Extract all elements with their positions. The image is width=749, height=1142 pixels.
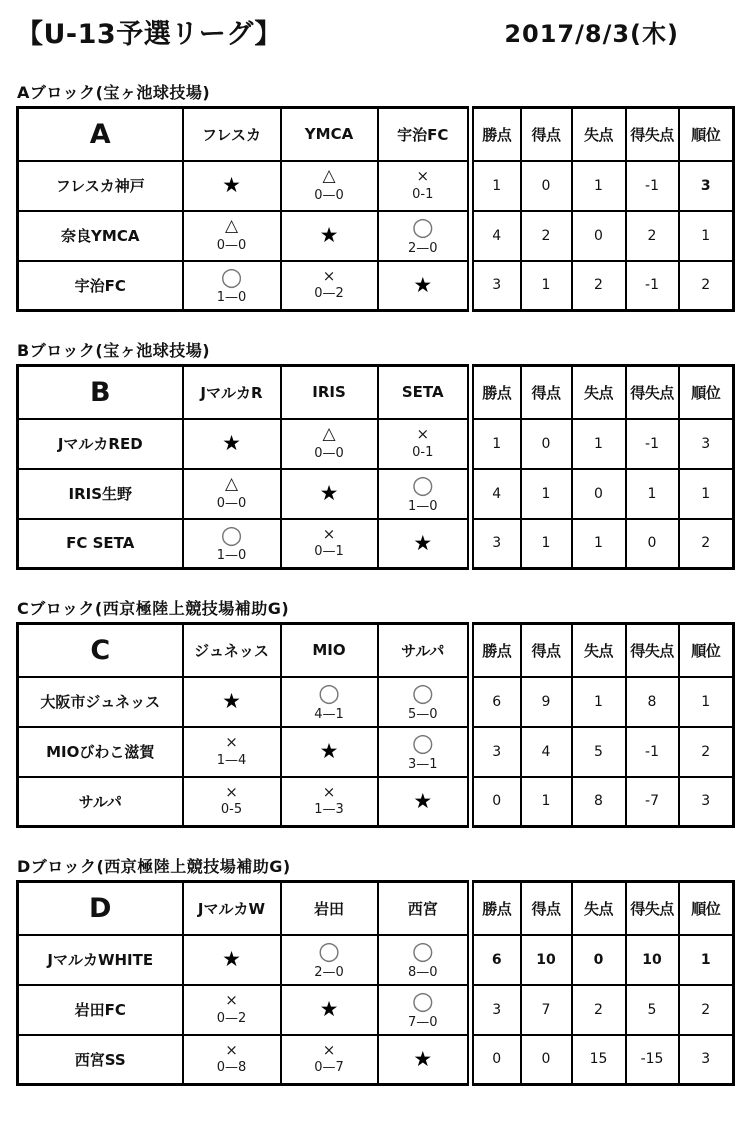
opponent-header: 西宮 (378, 882, 471, 935)
team-name: JマルカRED (18, 419, 183, 469)
stat-header-goal-diff: 得失点 (626, 624, 679, 677)
stat-goals-against: 1 (572, 419, 626, 469)
match-result-cell (183, 1035, 281, 1085)
match-score: 5—0 (407, 706, 438, 722)
draw-triangle-icon: △ (322, 423, 336, 444)
opponent-header: JマルカR (183, 366, 281, 419)
team-name: JマルカWHITE (18, 935, 183, 985)
loss-cross-icon: × (416, 424, 430, 443)
table-header-row (18, 108, 734, 161)
stat-header-points: 勝点 (471, 624, 521, 677)
loss-cross-icon: × (416, 166, 430, 185)
league-table-d (16, 880, 735, 1086)
block-label: Dブロック(西京極陸上競技場補助G) (17, 857, 291, 876)
loss-cross-icon: × (225, 732, 238, 751)
stat-header-goals-for: 得点 (521, 108, 572, 161)
match-result-cell (183, 777, 281, 827)
stat-goal-diff: -1 (626, 261, 679, 311)
match-result-cell (378, 161, 471, 211)
stat-rank: 2 (679, 727, 734, 777)
win-circle-icon: ○ (318, 935, 340, 965)
match-score: 0—7 (314, 1060, 344, 1076)
team-name: 宇治FC (18, 261, 183, 311)
stat-goal-diff: 10 (626, 935, 679, 985)
stat-rank: 3 (679, 419, 734, 469)
league-table-a (16, 106, 735, 312)
block-section-c (16, 596, 735, 828)
loss-cross-icon: × (322, 524, 336, 543)
opponent-header: ジュネッス (183, 624, 281, 677)
opponent-header: JマルカW (183, 882, 281, 935)
opponent-header: サルパ (378, 624, 471, 677)
opponent-header: 宇治FC (378, 108, 471, 161)
self-match-cell (281, 469, 378, 519)
table-row (18, 985, 734, 1035)
stat-goals-against: 0 (572, 935, 626, 985)
block-letter: B (18, 366, 183, 419)
league-table-b (16, 364, 735, 570)
win-circle-icon: ○ (411, 727, 434, 757)
table-row (18, 519, 734, 569)
self-match-cell (378, 1035, 471, 1085)
stat-goals-for: 1 (521, 261, 572, 311)
table-row (18, 419, 734, 469)
team-name: 岩田FC (18, 985, 183, 1035)
opponent-header: IRIS (281, 366, 378, 419)
table-header-row (18, 882, 734, 935)
table-row (18, 935, 734, 985)
self-match-cell (183, 935, 281, 985)
block-label: Bブロック(宝ヶ池球技場) (17, 341, 211, 360)
table-body (18, 419, 734, 569)
win-circle-icon: ○ (318, 677, 340, 707)
match-result-cell (183, 261, 281, 311)
match-result-cell (378, 677, 471, 727)
team-name: FC SETA (18, 519, 183, 569)
opponent-header: 岩田 (281, 882, 378, 935)
match-result-cell (281, 261, 378, 311)
stat-rank: 1 (679, 211, 734, 261)
opponent-header: MIO (281, 624, 378, 677)
self-star-icon: ★ (413, 1046, 433, 1071)
stat-points: 3 (471, 985, 521, 1035)
match-score: 2—0 (407, 240, 438, 256)
stat-header-goals-against: 失点 (572, 366, 626, 419)
match-score: 3—1 (407, 756, 438, 772)
stat-goals-for: 7 (521, 985, 572, 1035)
match-result-cell (281, 419, 378, 469)
stat-rank: 3 (679, 1035, 734, 1085)
stat-header-points: 勝点 (471, 366, 521, 419)
self-star-icon: ★ (222, 173, 241, 197)
match-result-cell (183, 727, 281, 777)
table-row (18, 1035, 734, 1085)
block-letter: C (18, 624, 183, 677)
stat-header-rank: 順位 (679, 882, 734, 935)
stat-rank: 1 (679, 469, 734, 519)
stat-rank: 3 (679, 777, 734, 827)
match-result-cell (183, 985, 281, 1035)
league-blocks (16, 80, 735, 1086)
stat-rank: 1 (679, 935, 734, 985)
match-score: 2—0 (314, 964, 344, 980)
stat-rank: 3 (679, 161, 734, 211)
table-body (18, 935, 734, 1085)
self-match-cell (281, 985, 378, 1035)
stat-rank: 1 (679, 677, 734, 727)
stat-header-goals-against: 失点 (572, 624, 626, 677)
match-result-cell (183, 519, 281, 569)
team-name: 西宮SS (18, 1035, 183, 1085)
table-row (18, 727, 734, 777)
stat-goals-for: 0 (521, 161, 572, 211)
self-star-icon: ★ (413, 272, 433, 297)
loss-cross-icon: × (322, 1040, 336, 1059)
stat-points: 1 (471, 419, 521, 469)
stat-goals-for: 0 (521, 419, 572, 469)
stat-goals-for: 1 (521, 519, 572, 569)
self-star-icon: ★ (222, 431, 241, 455)
page-date: 2017/8/3(木) (504, 20, 679, 48)
block-section-b (16, 338, 735, 570)
table-body (18, 161, 734, 311)
stat-rank: 2 (679, 519, 734, 569)
stat-goals-against: 0 (572, 469, 626, 519)
table-row (18, 777, 734, 827)
stat-points: 3 (471, 519, 521, 569)
stat-points: 0 (471, 777, 521, 827)
block-label: Aブロック(宝ヶ池球技場) (17, 83, 211, 102)
match-result-cell (183, 211, 281, 261)
self-match-cell (378, 519, 471, 569)
stat-header-goal-diff: 得失点 (626, 882, 679, 935)
stat-goal-diff: 1 (626, 469, 679, 519)
match-score: 0—2 (216, 1010, 247, 1026)
stat-points: 4 (471, 211, 521, 261)
match-score: 0—2 (314, 286, 344, 302)
match-result-cell (378, 419, 471, 469)
self-star-icon: ★ (222, 947, 241, 971)
team-name: IRIS生野 (18, 469, 183, 519)
stat-goal-diff: -7 (626, 777, 679, 827)
table-row (18, 469, 734, 519)
stat-header-goals-against: 失点 (572, 882, 626, 935)
win-circle-icon: ○ (411, 469, 434, 499)
block-section-a (16, 80, 735, 312)
win-circle-icon: ○ (411, 935, 434, 965)
team-name: 奈良YMCA (18, 211, 183, 261)
stat-header-goal-diff: 得失点 (626, 366, 679, 419)
match-score: 0—0 (216, 495, 247, 511)
stat-goal-diff: -15 (626, 1035, 679, 1085)
stat-header-goals-for: 得点 (521, 882, 572, 935)
match-result-cell (183, 469, 281, 519)
page-title: 【U-13予選リーグ】 (16, 19, 283, 50)
match-score: 1—4 (216, 752, 247, 768)
table-header (18, 366, 734, 419)
stat-goals-against: 1 (572, 677, 626, 727)
stat-header-goal-diff: 得失点 (626, 108, 679, 161)
match-score: 4—1 (314, 706, 344, 722)
table-header (18, 108, 734, 161)
stat-points: 3 (471, 727, 521, 777)
team-name: 大阪市ジュネッス (18, 677, 183, 727)
loss-cross-icon: × (225, 990, 238, 1009)
table-header-row (18, 624, 734, 677)
stat-points: 6 (471, 677, 521, 727)
stat-goals-for: 1 (521, 469, 572, 519)
match-score: 1—0 (216, 290, 247, 306)
stat-points: 3 (471, 261, 521, 311)
self-match-cell (183, 161, 281, 211)
league-table-c (16, 622, 735, 828)
stat-points: 0 (471, 1035, 521, 1085)
stat-goals-against: 2 (572, 261, 626, 311)
stat-points: 4 (471, 469, 521, 519)
team-name: サルパ (18, 777, 183, 827)
loss-cross-icon: × (225, 782, 238, 801)
block-letter: A (18, 108, 183, 161)
match-result-cell (281, 519, 378, 569)
match-score: 0-5 (220, 802, 243, 818)
stat-rank: 2 (679, 985, 734, 1035)
opponent-header: SETA (378, 366, 471, 419)
stat-header-goals-for: 得点 (521, 366, 572, 419)
opponent-header: YMCA (281, 108, 378, 161)
self-match-cell (378, 777, 471, 827)
loss-cross-icon: × (225, 1040, 238, 1059)
self-match-cell (281, 727, 378, 777)
block-letter: D (18, 882, 183, 935)
match-result-cell (281, 935, 378, 985)
self-match-cell (183, 677, 281, 727)
draw-triangle-icon: △ (322, 165, 336, 186)
stat-goal-diff: 2 (626, 211, 679, 261)
stat-rank: 2 (679, 261, 734, 311)
self-star-icon: ★ (319, 223, 339, 247)
self-star-icon: ★ (413, 788, 433, 813)
match-result-cell (281, 161, 378, 211)
table-header-row (18, 366, 734, 419)
match-score: 0-1 (412, 444, 434, 460)
match-score: 0—0 (216, 237, 247, 253)
match-result-cell (378, 985, 471, 1035)
stat-header-points: 勝点 (471, 108, 521, 161)
table-body (18, 677, 734, 827)
stat-goal-diff: -1 (626, 161, 679, 211)
match-result-cell (378, 469, 471, 519)
team-name: フレスカ神戸 (18, 161, 183, 211)
stat-points: 6 (471, 935, 521, 985)
match-score: 0—1 (314, 544, 344, 560)
stat-goals-against: 0 (572, 211, 626, 261)
self-match-cell (378, 261, 471, 311)
stat-header-goals-against: 失点 (572, 108, 626, 161)
win-circle-icon: ○ (220, 261, 243, 291)
stat-goal-diff: 5 (626, 985, 679, 1035)
match-result-cell (281, 777, 378, 827)
stat-header-points: 勝点 (471, 882, 521, 935)
team-name: MIOびわこ滋賀 (18, 727, 183, 777)
page-header (16, 12, 735, 51)
match-score: 1—3 (314, 802, 344, 818)
self-star-icon: ★ (413, 530, 433, 555)
table-header (18, 624, 734, 677)
loss-cross-icon: × (322, 782, 336, 801)
stat-goals-for: 9 (521, 677, 572, 727)
self-match-cell (183, 419, 281, 469)
match-score: 0—8 (216, 1060, 247, 1076)
match-score: 0—0 (314, 445, 344, 461)
stat-goals-against: 15 (572, 1035, 626, 1085)
stat-header-rank: 順位 (679, 108, 734, 161)
table-row (18, 211, 734, 261)
stat-goals-against: 5 (572, 727, 626, 777)
opponent-header: フレスカ (183, 108, 281, 161)
block-section-d (16, 854, 735, 1086)
stat-goals-for: 1 (521, 777, 572, 827)
loss-cross-icon: × (322, 266, 336, 285)
win-circle-icon: ○ (220, 519, 243, 549)
stat-header-rank: 順位 (679, 366, 734, 419)
stat-goal-diff: -1 (626, 419, 679, 469)
stat-goals-against: 1 (572, 161, 626, 211)
block-label: Cブロック(西京極陸上競技場補助G) (17, 599, 290, 618)
self-star-icon: ★ (319, 481, 339, 505)
win-circle-icon: ○ (411, 677, 434, 707)
stat-goal-diff: -1 (626, 727, 679, 777)
stat-goals-against: 1 (572, 519, 626, 569)
self-star-icon: ★ (319, 997, 339, 1021)
win-circle-icon: ○ (411, 211, 434, 241)
stat-goals-for: 2 (521, 211, 572, 261)
table-row (18, 161, 734, 211)
stat-goals-for: 0 (521, 1035, 572, 1085)
match-score: 1—0 (216, 548, 247, 564)
stat-goal-diff: 0 (626, 519, 679, 569)
match-result-cell (378, 935, 471, 985)
match-score: 8—0 (407, 964, 438, 980)
stat-header-rank: 順位 (679, 624, 734, 677)
table-row (18, 677, 734, 727)
stat-goals-for: 10 (521, 935, 572, 985)
self-star-icon: ★ (319, 739, 339, 763)
self-match-cell (281, 211, 378, 261)
table-header (18, 882, 734, 935)
table-row (18, 261, 734, 311)
match-score: 0—0 (314, 187, 344, 203)
self-star-icon: ★ (222, 689, 241, 713)
stat-goals-for: 4 (521, 727, 572, 777)
draw-triangle-icon: △ (224, 473, 239, 494)
stat-goals-against: 8 (572, 777, 626, 827)
match-result-cell (378, 727, 471, 777)
match-result-cell (281, 677, 378, 727)
win-circle-icon: ○ (411, 985, 434, 1015)
stat-goal-diff: 8 (626, 677, 679, 727)
match-score: 1—0 (407, 498, 438, 514)
match-score: 0-1 (412, 186, 434, 202)
match-result-cell (378, 211, 471, 261)
draw-triangle-icon: △ (224, 215, 239, 236)
stat-points: 1 (471, 161, 521, 211)
match-score: 7—0 (407, 1014, 438, 1030)
stat-goals-against: 2 (572, 985, 626, 1035)
match-result-cell (281, 1035, 378, 1085)
stat-header-goals-for: 得点 (521, 624, 572, 677)
